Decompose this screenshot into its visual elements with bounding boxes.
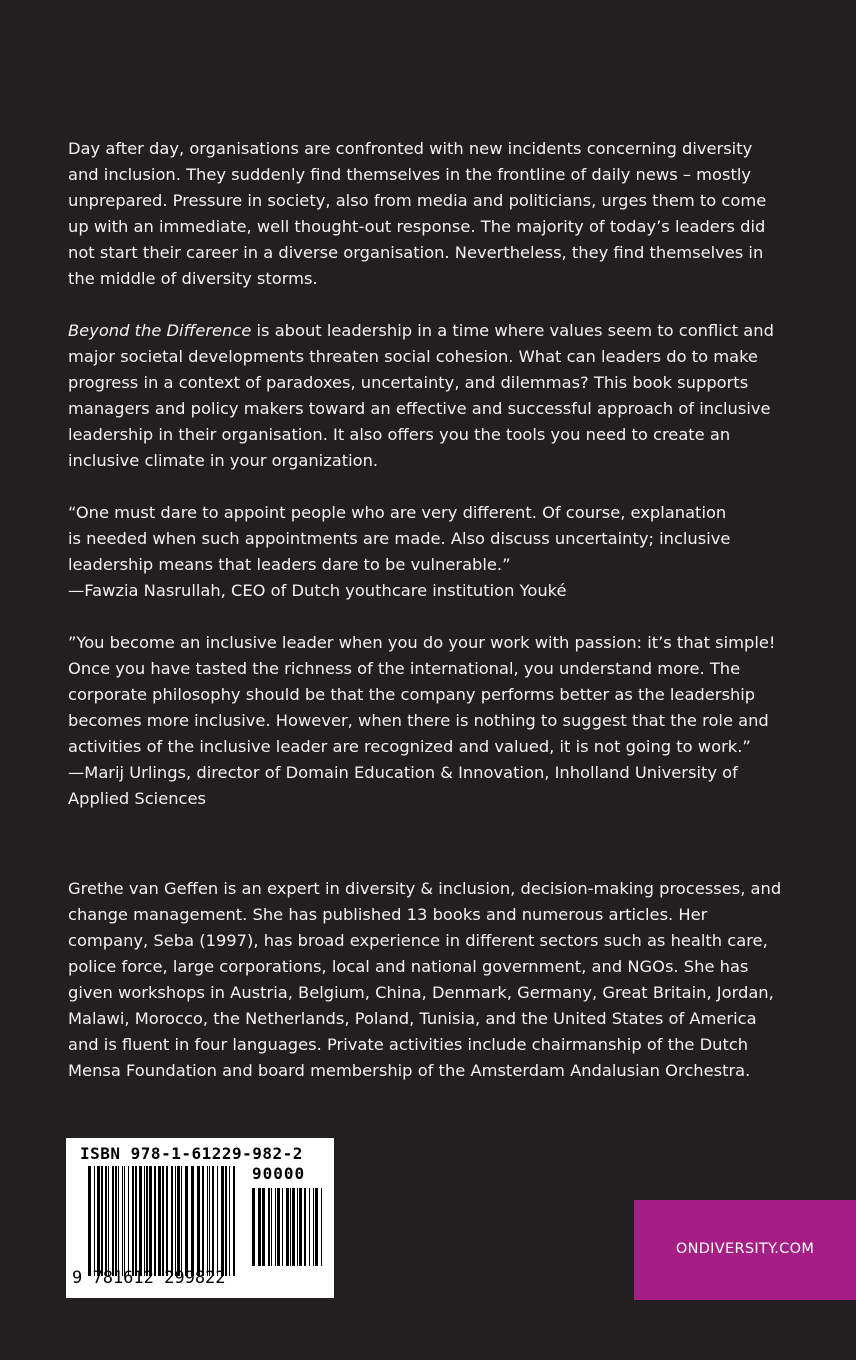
barcode-bar: [149, 1166, 152, 1276]
barcode-bar: [299, 1188, 302, 1266]
barcode-bar: [309, 1188, 310, 1266]
intro-paragraph: [68, 136, 788, 292]
barcode-bar: [277, 1188, 280, 1266]
barcode-bar: [271, 1188, 272, 1266]
barcode-bar: [258, 1188, 261, 1266]
quote-attribution: —Marij Urlings, director of Domain Education & Innovation, Inholland University of Applied Sciences: [68, 763, 738, 808]
barcode-bar: [146, 1166, 148, 1276]
barcode-bar: [144, 1166, 145, 1276]
about-text: [68, 318, 788, 474]
intro-text: Day after day, organisations are confronted with new incidents concerning diversity and inclusion. They suddenly find themselves in the frontline of daily news – mostly unprepared. Pressure in society, also from media and politicians, urges them to come up with an immediate, well thought-out response. The majority of today’s leaders did not start their career in a diverse organisation. Nevertheless, they find themselves in the middle of diversity storms.: [68, 139, 767, 288]
isbn-label: ISBN 978-1-61229-982-2: [80, 1144, 303, 1163]
barcode-bar: [101, 1166, 103, 1276]
barcode-bar: [207, 1166, 208, 1276]
barcode-bar: [175, 1166, 176, 1276]
barcode-bar: [197, 1166, 200, 1276]
barcode-bar: [292, 1188, 295, 1266]
barcode-bar: [135, 1166, 137, 1276]
about-paragraph: [68, 318, 788, 474]
barcode-bar: [209, 1166, 210, 1276]
barcode-bar: [286, 1188, 289, 1266]
quote-block-2: [68, 630, 788, 812]
isbn-barcode: [66, 1138, 334, 1298]
barcode-bar: [191, 1166, 194, 1276]
barcode-bar: [185, 1166, 188, 1276]
barcode-bar: [212, 1166, 214, 1276]
book-title: Beyond the Difference: [68, 321, 252, 340]
barcode-bar: [181, 1166, 182, 1276]
barcode-bar: [290, 1188, 291, 1266]
barcode-bar: [118, 1166, 119, 1276]
barcode-bar: [177, 1166, 180, 1276]
barcode-bar: [321, 1188, 322, 1266]
ean-digits: 9 781612 299822: [72, 1268, 226, 1288]
barcode-bar: [108, 1166, 109, 1276]
barcode-bar: [115, 1166, 117, 1276]
author-bio: [68, 876, 788, 1084]
barcode-bar: [105, 1166, 107, 1276]
author-text: [68, 876, 788, 1084]
quote-block-1: [68, 500, 738, 604]
about-body: is about leadership in a time where values seem to conflict and major societal developments threaten social cohesion. What can leaders do to make progress in a context of paradoxes, uncertainty, and dilemmas? This book supports managers and policy makers toward an effective and successful approach of inclusive leadership in their organisation. It also offers you the tools you need to create an inclusive climate in your organization.: [68, 321, 774, 470]
barcode-bar: [139, 1166, 142, 1276]
barcode-bar: [128, 1166, 129, 1276]
barcode-bar: [202, 1166, 204, 1276]
barcode-bar: [252, 1188, 255, 1266]
quote-text: “One must dare to appoint people who are very different. Of course, explanation is needed when such appointments are made. Also discuss uncertainty; inclusive leadership means that leaders dare to be vulnerable.”: [68, 503, 731, 574]
publisher-brand-box: [634, 1200, 856, 1300]
barcode-bar: [94, 1166, 95, 1276]
barcode-bar: [233, 1166, 235, 1276]
barcode-bar: [304, 1188, 306, 1266]
barcode-bar: [124, 1166, 125, 1276]
barcode-bar: [112, 1166, 114, 1276]
barcode-bar: [132, 1166, 134, 1276]
barcode-bar: [171, 1166, 173, 1276]
barcode-bar: [268, 1188, 270, 1266]
barcode-bar: [275, 1188, 276, 1266]
barcode-bar: [162, 1166, 164, 1276]
barcode-addon-number: 90000: [252, 1164, 306, 1183]
barcode-bar: [217, 1166, 218, 1276]
quote-attribution: —Fawzia Nasrullah, CEO of Dutch youthcare institution Youké: [68, 581, 567, 600]
barcode-bar: [297, 1188, 298, 1266]
barcode-bar: [88, 1166, 91, 1276]
barcode-bar: [315, 1188, 318, 1266]
barcode-bar: [154, 1166, 156, 1276]
barcode-bar: [166, 1166, 168, 1276]
author-name: Grethe van Geffen: [68, 879, 219, 898]
barcode-bar: [225, 1166, 227, 1276]
barcode-bar: [158, 1166, 161, 1276]
author-bio-text: is an expert in diversity & inclusion, decision-making processes, and change management. She has published 13 books and numerous articles. Her company, Seba (1997), has broad experience in different sectors such as health care, police force, large corporations, local and national government, and NGOs. She has given workshops in Austria, Belgium, China, Denmark, Germany, Great Britain, Jordan, Malawi, Morocco, the Netherlands, Poland, Tunisia, and the United States of America and is fluent in four languages. Private activities include chairmanship of the Dutch Mensa Foundation and board membership of the Amsterdam Andalusian Orchestra.: [68, 879, 782, 1080]
quote-text: ”You become an inclusive leader when you do your work with passion: it’s that simple! Once you have tasted the richness of the international, you understand more. The corporate philosophy should be that the company performs better as the leadership becomes more inclusive. However, when there is nothing to suggest that the role and activities of the inclusive leader are recognized and valued, it is not going to work.”: [68, 633, 776, 756]
barcode-bar: [282, 1188, 283, 1266]
barcode-bar: [229, 1166, 230, 1276]
barcode-bar: [221, 1166, 224, 1276]
barcode-bar: [97, 1166, 100, 1276]
barcode-bar: [313, 1188, 314, 1266]
barcode-bar: [262, 1188, 265, 1266]
publisher-website[interactable]: ONDIVERSITY.COM: [675, 1241, 815, 1257]
barcode-bar: [122, 1166, 123, 1276]
